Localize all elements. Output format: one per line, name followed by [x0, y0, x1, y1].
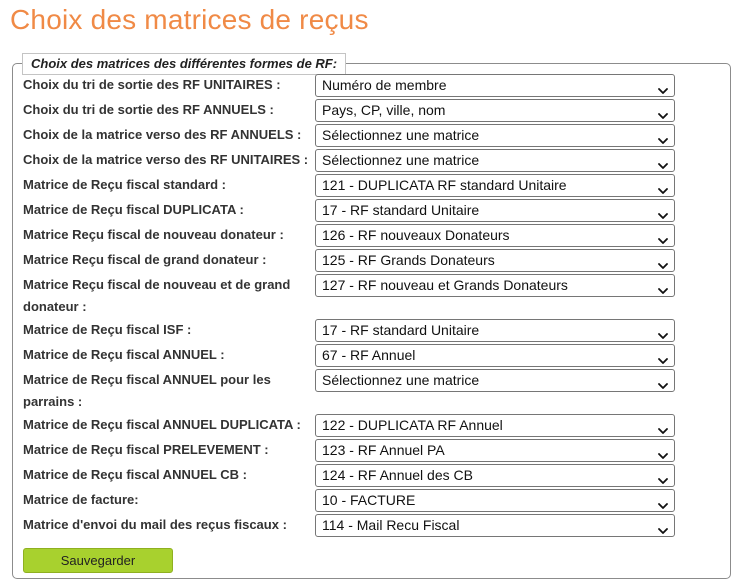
- select-value: 122 - DUPLICATA RF Annuel: [322, 417, 503, 433]
- matrix-select[interactable]: [315, 124, 675, 147]
- chevron-down-icon: [658, 446, 668, 456]
- chevron-down-icon: [658, 231, 668, 241]
- chevron-down-icon: [658, 81, 668, 91]
- select-value: Sélectionnez une matrice: [322, 152, 480, 168]
- field-label: Matrice de Reçu fiscal ANNUEL DUPLICATA :: [23, 417, 301, 432]
- matrix-select[interactable]: [315, 224, 675, 247]
- chevron-down-icon: [658, 131, 668, 141]
- field-label: Matrice Reçu fiscal de nouveau donateur :: [23, 227, 284, 242]
- matrix-select[interactable]: [315, 344, 675, 367]
- matrix-select[interactable]: [315, 199, 675, 222]
- field-label: Matrice Reçu fiscal de grand donateur :: [23, 252, 267, 267]
- select-value: Sélectionnez une matrice: [322, 127, 480, 143]
- chevron-down-icon: [658, 376, 668, 386]
- field-label: Choix du tri de sortie des RF UNITAIRES :: [23, 77, 281, 92]
- field-label: Matrice de Reçu fiscal standard :: [23, 177, 227, 192]
- matrix-select[interactable]: [315, 274, 675, 297]
- field-label: Matrice de Reçu fiscal ANNUEL CB :: [23, 467, 247, 482]
- field-label: Matrice de Reçu fiscal PRELEVEMENT :: [23, 442, 269, 457]
- matrix-select[interactable]: [315, 489, 675, 512]
- field-label: Matrice d'envoi du mail des reçus fiscaux :: [23, 517, 287, 532]
- field-label: Matrice de Reçu fiscal ANNUEL :: [23, 347, 225, 362]
- chevron-down-icon: [658, 156, 668, 166]
- select-value: Sélectionnez une matrice: [322, 372, 480, 388]
- select-value: 17 - RF standard Unitaire: [322, 322, 480, 338]
- matrix-select[interactable]: [315, 439, 675, 462]
- chevron-down-icon: [658, 181, 668, 191]
- chevron-down-icon: [658, 106, 668, 116]
- matrix-select[interactable]: [315, 99, 675, 122]
- select-value: 114 - Mail Recu Fiscal: [322, 517, 460, 533]
- chevron-down-icon: [658, 206, 668, 216]
- chevron-down-icon: [658, 326, 668, 336]
- chevron-down-icon: [658, 421, 668, 431]
- page-title: Choix des matrices de reçus: [10, 4, 369, 35]
- select-value: Pays, CP, ville, nom: [322, 102, 446, 118]
- field-label: Choix de la matrice verso des RF ANNUELS :: [23, 127, 302, 142]
- select-value: 124 - RF Annuel des CB: [322, 467, 473, 483]
- select-value: 17 - RF standard Unitaire: [322, 202, 480, 218]
- select-value: 125 - RF Grands Donateurs: [322, 252, 495, 268]
- chevron-down-icon: [658, 471, 668, 481]
- select-value: 10 - FACTURE: [322, 492, 416, 508]
- matrix-select[interactable]: [315, 514, 675, 537]
- select-value: 127 - RF nouveau et Grands Donateurs: [322, 277, 568, 293]
- matrix-select[interactable]: [315, 414, 675, 437]
- field-label: Matrice de facture:: [23, 492, 139, 507]
- fieldset-legend: Choix des matrices des différentes formes de RF:: [22, 53, 346, 75]
- save-button[interactable]: Sauvegarder: [23, 548, 173, 573]
- matrix-select[interactable]: [315, 319, 675, 342]
- chevron-down-icon: [658, 256, 668, 266]
- matrix-select[interactable]: [315, 464, 675, 487]
- matrix-select[interactable]: [315, 174, 675, 197]
- chevron-down-icon: [658, 496, 668, 506]
- matrix-select[interactable]: [315, 249, 675, 272]
- field-label: Matrice de Reçu fiscal ANNUEL pour les parrains :: [23, 372, 271, 409]
- field-label: Choix de la matrice verso des RF UNITAIRES :: [23, 152, 309, 167]
- chevron-down-icon: [658, 281, 668, 291]
- field-label: Matrice Reçu fiscal de nouveau et de grand donateur :: [23, 277, 291, 314]
- select-value: Numéro de membre: [322, 77, 447, 93]
- field-label: Matrice de Reçu fiscal ISF :: [23, 322, 192, 337]
- select-value: 121 - DUPLICATA RF standard Unitaire: [322, 177, 567, 193]
- chevron-down-icon: [658, 351, 668, 361]
- select-value: 126 - RF nouveaux Donateurs: [322, 227, 510, 243]
- field-label: Choix du tri de sortie des RF ANNUELS :: [23, 102, 274, 117]
- matrix-select[interactable]: [315, 74, 675, 97]
- chevron-down-icon: [658, 521, 668, 531]
- select-value: 123 - RF Annuel PA: [322, 442, 445, 458]
- matrix-select[interactable]: [315, 149, 675, 172]
- field-label: Matrice de Reçu fiscal DUPLICATA :: [23, 202, 244, 217]
- matrix-select[interactable]: [315, 369, 675, 392]
- select-value: 67 - RF Annuel: [322, 347, 416, 363]
